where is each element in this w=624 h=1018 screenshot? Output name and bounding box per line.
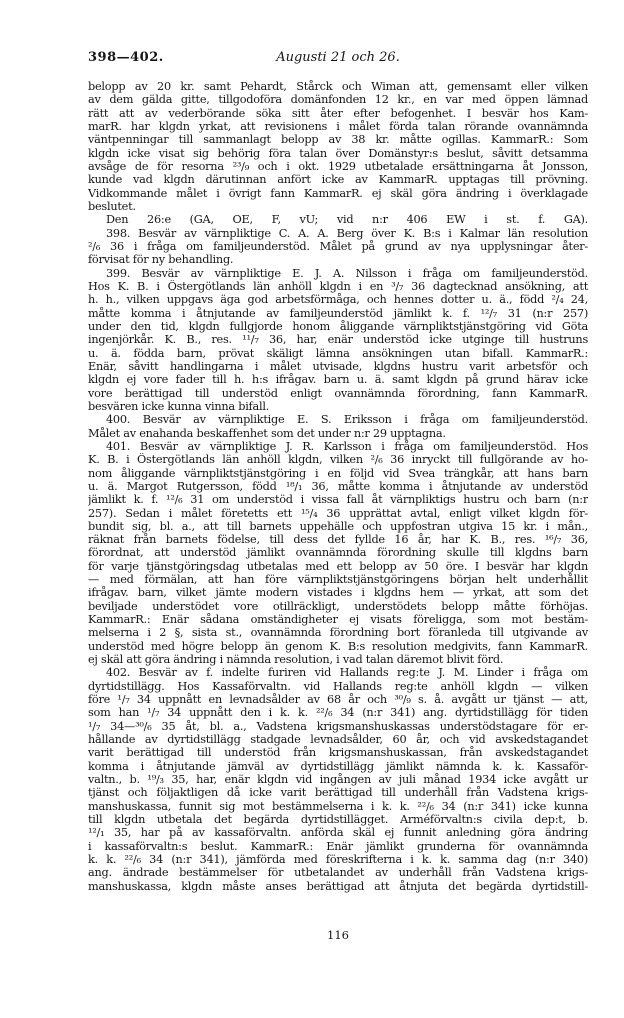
- text-line: 398. Besvär av värnpliktige C. A. A. Berg över K. B:s i Kalmar län resolution: [106, 226, 588, 240]
- text-line: för varje tjänstgöringsdag utbetalas med ett belopp av 50 öre. I besvär har klgdn: [88, 559, 588, 573]
- text-line: rätt att av vederbörande söka sitt åter efter befogenhet. I besvär hos Kam-: [88, 106, 588, 120]
- text-line: klgdn ej vore fader till h. h:s ifrågav. barn u. ä. samt klgdn på grund härav icke: [88, 373, 588, 387]
- text-line: jämlikt k. f. ¹²/₆ 31 om understöd i vissa fall åt värnpliktigs hustru och barn (n:r: [88, 493, 588, 507]
- text-line: Hos K. B. i Östergötlands län anhöll klgdn i en ³/₇ 36 dagtecknad ansökning, att: [88, 279, 588, 293]
- text-line: beslutet.: [88, 199, 136, 213]
- text-line: — med förmälan, att han före värnpliktstjänstgöringens början helt underhållit: [88, 573, 588, 587]
- text-line: marR. har klgdn yrkat, att revisionens i målet förda talan rörande ovannämnda: [88, 119, 588, 133]
- text-line: 401. Besvär av värnpliktige J. R. Karlsson i fråga om familjeunderstöd. Hos: [106, 439, 588, 453]
- text-line: vore berättigad till understöd enligt ovannämnda förordning, fann KammarR.: [88, 386, 588, 400]
- text-line: ¹/₇ 34—³⁰/₆ 35 åt, bl. a., Vadstena krigsmanshuskassas understödstagare för er-: [88, 719, 588, 733]
- text-line: beviljade understödet vore otillräckligt, understödets belopp måtte förhöjas.: [88, 599, 588, 613]
- text-line: u. ä. födda barn, prövat skäligt lämna ansökningen utan bifall. KammarR.:: [88, 346, 588, 360]
- text-line: förvisat för ny behandling.: [88, 253, 234, 267]
- running-title: Augusti 21 och 26.: [276, 50, 400, 65]
- text-line: som han ¹/₇ 34 uppnått den i k. k. ²²/₆ 34 (n:r 341) ang. dyrtidstillägg för tiden: [88, 706, 588, 720]
- text-line: Målet av enahanda beskaffenhet som det under n:r 29 upptagna.: [88, 426, 446, 440]
- body-text: [88, 80, 588, 893]
- text-line: ej skäl att göra ändring i nämnda resolution, i vad talan däremot blivit förd.: [88, 653, 504, 667]
- text-line: före ¹/₇ 34 uppnått en levnadsålder av 68 år och ³⁰/₉ s. å. avgått ur tjänst — att,: [88, 693, 588, 707]
- text-line: K. B. i Östergötlands län anhöll klgdn, vilken ²/₆ 36 inryckt till fullgörande av ho-: [88, 453, 588, 467]
- text-line: k. k. ²²/₆ 34 (n:r 341), jämförda med föreskrifterna i k. k. samma dag (n:r 340): [88, 853, 588, 867]
- text-line: måtte komma i åtnjutande av familjeunderstöd jämlikt k. f. ¹²/₇ 31 (n:r 257): [88, 306, 588, 320]
- text-line: komma i åtnjutande jämväl av dyrtidstillägg jämlikt nämnda k. k. Kassaför-: [88, 759, 588, 773]
- text-line: avsåge de för resorna ²³/₉ och i okt. 1929 utbetalade ersättningarna åt Jonsson,: [88, 159, 588, 173]
- text-line: hållande av dyrtidstillägg stadgade levnadsålder, 60 år, och vid avskedstagandet: [88, 733, 588, 747]
- text-line: Enär, såvitt handlingarna i målet utvisade, klgdns hustru varit arbetsför och: [88, 359, 588, 373]
- text-line: manshuskassa, klgdn måste anses berättigad att åtnjuta det begärda dyrtidstill-: [88, 879, 588, 893]
- text-line: melserna i 2 §, sista st., ovannämnda förordning bort föranleda till utgivande av: [88, 626, 588, 640]
- text-line: u. ä. Margot Rutgersson, född ¹⁸/₁ 36, måtte komma i åtnjutande av understöd: [88, 479, 588, 493]
- text-line: varit berättigad till understöd från krigsmanshuskassan, från avskedstagandet: [88, 746, 588, 760]
- text-line: väntpenningar till sammanlagt belopp av 38 kr. måtte ogillas. KammarR.: Som: [88, 133, 588, 147]
- text-line: belopp av 20 kr. samt Pehardt, Stårck och Wiman att, gemensamt eller vilken: [88, 80, 588, 93]
- text-line: 257). Sedan i målet företetts ett ¹⁵/₄ 36 upprättat avtal, enligt vilket klgdn för-: [88, 506, 588, 520]
- text-line: ifrågav. barn, vilket jämte modern vistades i klgdns hem — yrkat, att som det: [88, 586, 588, 600]
- text-line: nom åliggande värnpliktstjänstgöring i en följd vid Svea trängkår, att hans barn: [88, 466, 588, 480]
- text-line: besvären icke kunna vinna bifall.: [88, 399, 270, 413]
- text-line: till klgdn utbetala det begärda dyrtidstillägget. Arméförvaltn:s civila dep:t, b.: [88, 813, 588, 827]
- text-line: klgdn icke visat sig behörig föra talan över Domänstyr:s beslut, såvitt detsamma: [88, 146, 588, 160]
- text-line: av dem gälda gitte, tillgodoföra domänfonden 12 kr., en var med öppen lämnad: [88, 93, 588, 107]
- text-line: ang. ändrade bestämmelser för utbetalandet av underhåll från Vadstena krigs-: [88, 866, 588, 880]
- text-line: 399. Besvär av värnpliktige E. J. A. Nilsson i fråga om familjeunderstöd.: [106, 266, 588, 280]
- text-line: tjänst och följaktligen då icke varit berättigad till underhåll från Vadstena krigs-: [88, 786, 588, 800]
- text-line: manshuskassa, funnit sig mot bestämmelserna i k. k. ²²/₆ 34 (n:r 341) icke kunna: [88, 799, 588, 813]
- text-line: h. h., vilken uppgavs äga god arbetsförmåga, och hennes dotter u. ä., född ²/₄ 24,: [88, 293, 588, 307]
- case-range: 398—402.: [88, 50, 164, 65]
- text-line: under den tid, klgdn fullgjorde honom åliggande värnpliktstjänstgöring vid Göta: [88, 319, 588, 333]
- running-header: [88, 50, 588, 72]
- text-line: 402. Besvär av f. indelte furiren vid Hallands reg:te J. M. Linder i fråga om: [106, 666, 588, 680]
- text-line: förordnat, att understöd jämlikt ovannämnda förordning skulle till klgdns barn: [88, 546, 588, 560]
- text-line: Vidkommande målet i övrigt fann KammarR. ej skäl göra ändring i överklagade: [88, 186, 588, 200]
- text-line: ingenjörkår. K. B., res. ¹¹/₇ 36, har, enär understöd icke utginge till hustruns: [88, 333, 588, 347]
- text-line: i kassaförvaltn:s beslut. KammarR.: Enär jämlikt grunderna för ovannämnda: [88, 839, 588, 853]
- text-line: valtn., b. ¹⁹/₃ 35, har, enär klgdn vid ingången av juli månad 1934 icke avgått ur: [88, 773, 588, 787]
- text-line: ²/₆ 36 i fråga om familjeunderstöd. Målet på grund av nya upplysningar åter-: [88, 239, 588, 253]
- text-line: 400. Besvär av värnpliktige E. S. Eriksson i fråga om familjeunderstöd.: [106, 413, 588, 427]
- document-page: [88, 50, 588, 942]
- text-line: dyrtidstillägg. Hos Kassaförvaltn. vid Hallands reg:te anhöll klgdn — vilken: [88, 679, 588, 693]
- text-line: bundit sig, bl. a., att till barnets uppehälle och uppfostran utgiva 15 kr. i mån.,: [88, 519, 588, 533]
- text-line: KammarR.: Enär sådana omständigheter ej visats föreligga, som mot bestäm-: [88, 613, 588, 627]
- text-line: kunde vad klgdn därutinnan anfört icke av KammarR. upptagas till prövning.: [88, 173, 588, 187]
- page-number: 116: [327, 928, 349, 942]
- text-line: ¹²/₁ 35, har på av kassaförvaltn. anförda skäl ej funnit anledning göra ändring: [88, 826, 588, 840]
- text-line: understöd med högre belopp än genom K. B:s resolution medgivits, fann KammarR.: [88, 639, 588, 653]
- text-line: räknat från barnets födelse, till dess det fyllde 16 år, har K. B., res. ¹⁶/₇ 36,: [88, 533, 588, 547]
- text-line: Den 26:e (GA, OE, F, vU; vid n:r 406 EW i st. f. GA).: [106, 213, 588, 227]
